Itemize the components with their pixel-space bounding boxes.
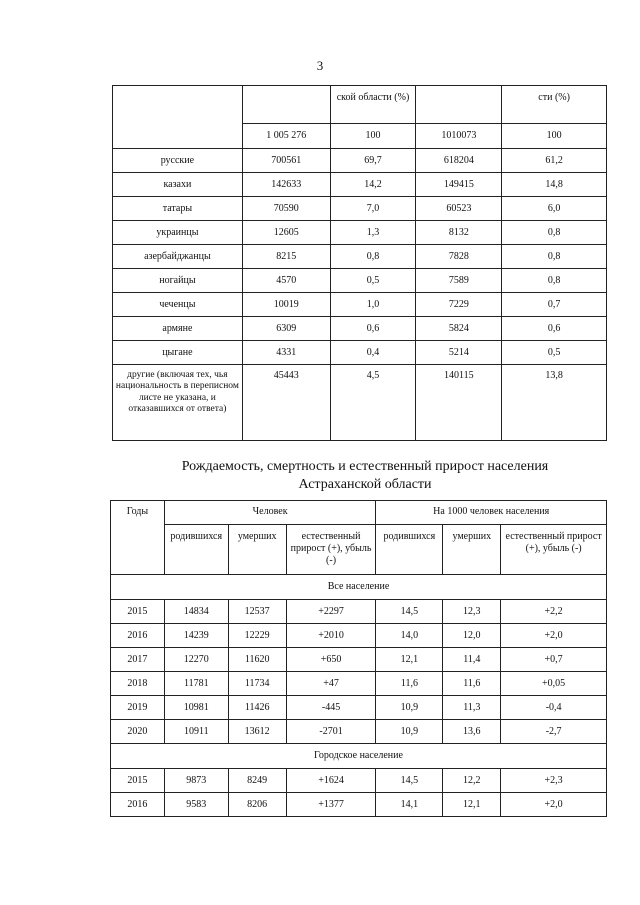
table-cell: 61,2 [502, 149, 607, 173]
table-cell: 69,7 [330, 149, 416, 173]
table-cell: 11426 [228, 696, 286, 720]
nationality-name: украинцы [113, 221, 243, 245]
table-cell: 2019 [111, 696, 165, 720]
table-cell: 12605 [242, 221, 330, 245]
years-header: Годы [111, 501, 165, 575]
section-title [0, 458, 640, 494]
table-row [111, 793, 607, 817]
table-cell: 14,5 [376, 769, 443, 793]
table-cell: 12,3 [443, 600, 501, 624]
stats-subheader-row [111, 525, 607, 575]
table-cell: 618204 [416, 149, 502, 173]
table-cell: 12,1 [443, 793, 501, 817]
table-cell: 60523 [416, 197, 502, 221]
table-cell: 14,0 [376, 624, 443, 648]
table-cell: +1624 [286, 769, 376, 793]
table-cell: 0,6 [330, 317, 416, 341]
table-cell: 10981 [164, 696, 228, 720]
table-cell: 7828 [416, 245, 502, 269]
died-header: умерших [443, 525, 501, 575]
table-row [113, 173, 607, 197]
table-cell: 11734 [228, 672, 286, 696]
table-cell: 6309 [242, 317, 330, 341]
table-cell: 1,3 [330, 221, 416, 245]
table-cell: 0,8 [502, 245, 607, 269]
table-cell: 14834 [164, 600, 228, 624]
nationality-name: другие (включая тех, чья национальность в переписном листе не указана, и отказавшихся от ответа) [113, 365, 243, 441]
table-cell: 10911 [164, 720, 228, 744]
table-cell: +0,05 [501, 672, 607, 696]
table-cell: +47 [286, 672, 376, 696]
table-cell: +2297 [286, 600, 376, 624]
per1000-header: На 1000 человек населения [376, 501, 607, 525]
table-cell: 149415 [416, 173, 502, 197]
table-cell: 13,6 [443, 720, 501, 744]
table-cell: +2,0 [501, 793, 607, 817]
table-cell: 1,0 [330, 293, 416, 317]
table-row [111, 624, 607, 648]
table-row [113, 221, 607, 245]
nationality-name: русские [113, 149, 243, 173]
table-cell: 0,5 [502, 341, 607, 365]
table-cell: 12,0 [443, 624, 501, 648]
nationality-name: цыгане [113, 341, 243, 365]
table-cell: 0,5 [330, 269, 416, 293]
table-cell: 2020 [111, 720, 165, 744]
table-cell: 11,4 [443, 648, 501, 672]
section-title-line2: Астраханской области [298, 477, 432, 492]
table-cell: 7229 [416, 293, 502, 317]
table-cell: 12,1 [376, 648, 443, 672]
table-cell: 6,0 [502, 197, 607, 221]
table-cell: 0,8 [330, 245, 416, 269]
nationality-header-row [113, 86, 607, 124]
table-cell: 1 005 276 [242, 124, 330, 149]
table-cell: 10,9 [376, 720, 443, 744]
died-header: умерших [228, 525, 286, 575]
table-cell: 140115 [416, 365, 502, 441]
table-row [111, 648, 607, 672]
table-cell: 12,2 [443, 769, 501, 793]
table-cell: 0,6 [502, 317, 607, 341]
nationality-name: ногайцы [113, 269, 243, 293]
table-cell: 0,8 [502, 221, 607, 245]
natural-header: естественный прирост (+), убыль (-) [286, 525, 376, 575]
table-row [113, 341, 607, 365]
table-cell: 14239 [164, 624, 228, 648]
table-cell: 13612 [228, 720, 286, 744]
table-cell: 0,4 [330, 341, 416, 365]
table-cell: -2701 [286, 720, 376, 744]
table-cell: 5214 [416, 341, 502, 365]
table-cell: 11,3 [443, 696, 501, 720]
table-cell: 100 [502, 124, 607, 149]
table-cell: 142633 [242, 173, 330, 197]
table-row [113, 197, 607, 221]
nationality-name: азербайджанцы [113, 245, 243, 269]
table-cell: +650 [286, 648, 376, 672]
nationality-other-row [113, 365, 607, 441]
table-row [113, 245, 607, 269]
header-cell: ской области (%) [330, 86, 416, 124]
section-title-line1: Рождаемость, смертность и естественный прирост населения [181, 459, 549, 474]
table-cell: 14,8 [502, 173, 607, 197]
table-cell: 4331 [242, 341, 330, 365]
table-cell: 7589 [416, 269, 502, 293]
table-cell: 4,5 [330, 365, 416, 441]
table-cell: 8132 [416, 221, 502, 245]
table-cell: 45443 [242, 365, 330, 441]
nationality-name: татары [113, 197, 243, 221]
table-cell: 700561 [242, 149, 330, 173]
table-row [111, 769, 607, 793]
table-cell: 11781 [164, 672, 228, 696]
page-number: 3 [316, 58, 324, 73]
table-cell: 8249 [228, 769, 286, 793]
table-cell: 9583 [164, 793, 228, 817]
section-row-all [111, 575, 607, 600]
table-cell: +0,7 [501, 648, 607, 672]
table-row [113, 269, 607, 293]
table-cell: 70590 [242, 197, 330, 221]
table-cell: +2,0 [501, 624, 607, 648]
section-label: Городское население [111, 744, 607, 769]
people-header: Человек [164, 501, 376, 525]
nationality-name: чеченцы [113, 293, 243, 317]
table-cell: 100 [330, 124, 416, 149]
table-row [113, 293, 607, 317]
table-row [111, 600, 607, 624]
table-cell: 10,9 [376, 696, 443, 720]
table-cell: +2,2 [501, 600, 607, 624]
table-cell: 10019 [242, 293, 330, 317]
table-row [111, 720, 607, 744]
table-cell: 2015 [111, 769, 165, 793]
table-cell: +1377 [286, 793, 376, 817]
section-row-urban [111, 744, 607, 769]
table-cell: 2016 [111, 624, 165, 648]
table-cell: 11,6 [443, 672, 501, 696]
section-label: Все население [111, 575, 607, 600]
table-cell: 13,8 [502, 365, 607, 441]
stats-header-row [111, 501, 607, 525]
header-cell [416, 86, 502, 124]
header-cell [113, 86, 243, 149]
birth-death-table [110, 500, 607, 817]
table-cell: 12229 [228, 624, 286, 648]
table-cell: -445 [286, 696, 376, 720]
table-row [113, 149, 607, 173]
table-row [111, 672, 607, 696]
table-cell: -0,4 [501, 696, 607, 720]
table-cell: 2017 [111, 648, 165, 672]
table-cell: 14,5 [376, 600, 443, 624]
table-cell: 2016 [111, 793, 165, 817]
table-cell: 1010073 [416, 124, 502, 149]
table-cell: 12537 [228, 600, 286, 624]
born-header: родившихся [376, 525, 443, 575]
table-row [111, 696, 607, 720]
table-cell: 4570 [242, 269, 330, 293]
table-cell: 0,8 [502, 269, 607, 293]
table-cell: 8215 [242, 245, 330, 269]
table-cell: 0,7 [502, 293, 607, 317]
table-cell: +2010 [286, 624, 376, 648]
table-cell: 7,0 [330, 197, 416, 221]
table-cell: +2,3 [501, 769, 607, 793]
table-cell: 2018 [111, 672, 165, 696]
table-cell: 9873 [164, 769, 228, 793]
table-cell: 5824 [416, 317, 502, 341]
natural-header: естественный прирост (+), убыль (-) [501, 525, 607, 575]
table-cell: 12270 [164, 648, 228, 672]
table-cell: 11,6 [376, 672, 443, 696]
table-cell: 14,1 [376, 793, 443, 817]
table-cell: 8206 [228, 793, 286, 817]
born-header: родившихся [164, 525, 228, 575]
nationality-name: армяне [113, 317, 243, 341]
nationality-name: казахи [113, 173, 243, 197]
table-cell: -2,7 [501, 720, 607, 744]
table-cell: 14,2 [330, 173, 416, 197]
table-cell: 11620 [228, 648, 286, 672]
header-cell [242, 86, 330, 124]
nationality-table [112, 85, 607, 441]
table-cell: 2015 [111, 600, 165, 624]
table-row [113, 317, 607, 341]
header-cell: сти (%) [502, 86, 607, 124]
